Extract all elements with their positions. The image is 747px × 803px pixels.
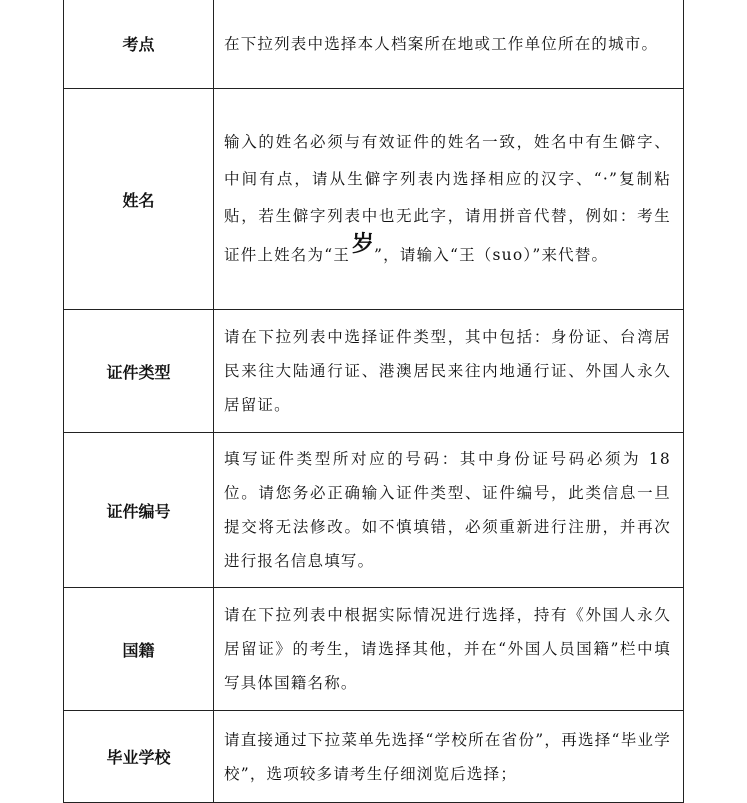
field-description: 在下拉列表中选择本人档案所在地或工作单位所在的城市。 xyxy=(214,0,684,89)
field-label: 考点 xyxy=(64,0,214,89)
field-description xyxy=(214,89,684,310)
field-label: 证件类型 xyxy=(64,310,214,433)
instructions-table xyxy=(63,0,684,803)
field-label: 国籍 xyxy=(64,588,214,711)
table-row xyxy=(64,310,684,433)
table-row xyxy=(64,0,684,89)
field-description-part1: 输入的姓名必须与有效证件的姓名一致，姓名中有生僻字、中间有点，请从生僻字列表内选择相应的汉字、“·”复制粘贴，若生僻字列表中也无此字，请用拼音代替，例如：考生证件上姓名为“王 xyxy=(224,133,671,264)
table-row xyxy=(64,433,684,588)
field-label: 姓名 xyxy=(64,89,214,310)
field-label: 证件编号 xyxy=(64,433,214,588)
field-description: 请直接通过下拉菜单先选择“学校所在省份”，再选择“毕业学校”，选项较多请考生仔细浏览后选择； xyxy=(214,711,684,803)
field-description: 填写证件类型所对应的号码：其中身份证号码必须为 18 位。请您务必正确输入证件类型、证件编号，此类信息一旦提交将无法修改。如不慎填错，必须重新进行注册，并再次进行报名信息填写。 xyxy=(214,433,684,588)
table-row xyxy=(64,89,684,310)
rare-character: 岁 xyxy=(352,231,375,257)
field-description: 请在下拉列表中根据实际情况进行选择，持有《外国人永久居留证》的考生，请选择其他，并在“外国人员国籍”栏中填写具体国籍名称。 xyxy=(214,588,684,711)
table-row xyxy=(64,588,684,711)
field-description-part2: ”，请输入“王（suo）”来代替。 xyxy=(374,246,609,264)
field-label: 毕业学校 xyxy=(64,711,214,803)
field-description: 请在下拉列表中选择证件类型，其中包括：身份证、台湾居民来往大陆通行证、港澳居民来往内地通行证、外国人永久居留证。 xyxy=(214,310,684,433)
